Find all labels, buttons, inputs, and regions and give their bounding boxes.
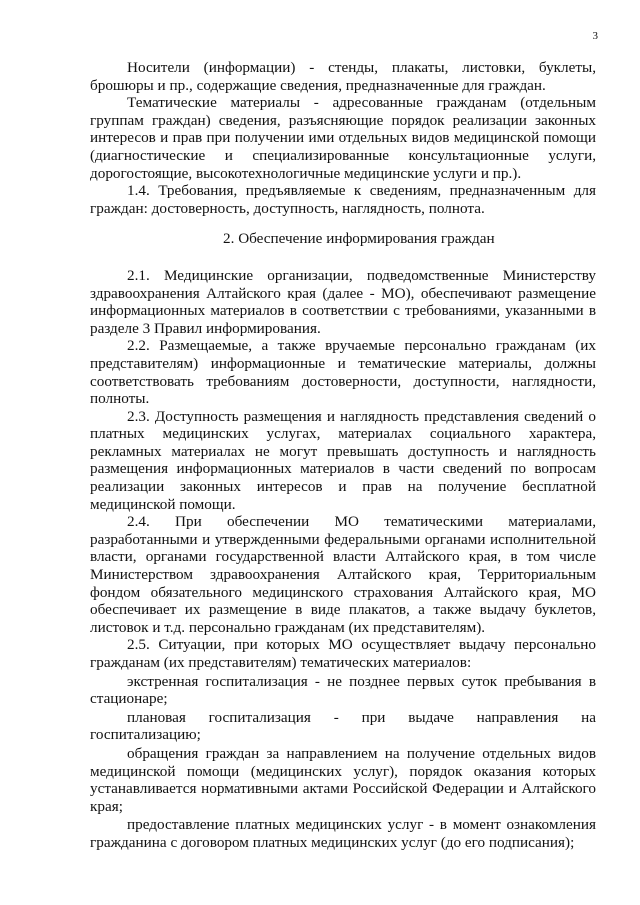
- paragraph-thematic-materials: Тематические материалы - адресованные гражданам (отдельным группам граждан) сведения, разъясняющие порядок реализации законных интересов и прав при получении ими отдельных видов медицинской помощи (диагностические и специализированные консультационные услуги, дорогостоящие, высокотехнологичные медицинские услуги и пр.).: [90, 94, 596, 182]
- list-item-paid-services: предоставление платных медицинских услуг - в момент ознакомления гражданина с договором платных медицинских услуг (до его подписания);: [90, 816, 596, 851]
- list-item-referral-requests: обращения граждан за направлением на получение отдельных видов медицинской помощи (медицинских услуг), порядок оказания которых устанавливается нормативными актами Российской Федерации и Алтайского края;: [90, 744, 596, 815]
- list-item-emergency-hospitalization: экстренная госпитализация - не позднее первых суток пребывания в стационаре;: [90, 672, 596, 708]
- paragraph-requirements-1-4: 1.4. Требования, предъявляемые к сведениям, предназначенным для граждан: достоверность, доступность, наглядность, полнота.: [90, 182, 596, 217]
- paragraph-media-definition: Носители (информации) - стенды, плакаты, листовки, буклеты, брошюры и пр., содержащие сведения, предназначенные для граждан.: [90, 59, 596, 94]
- section-heading: 2. Обеспечение информирования граждан: [223, 230, 495, 248]
- paragraph-2-5: 2.5. Ситуации, при которых МО осуществляет выдачу персонально гражданам (их представителям) тематических материалов:: [90, 636, 596, 671]
- page-number: 3: [592, 30, 598, 42]
- paragraph-2-4: 2.4. При обеспечении МО тематическими материалами, разработанными и утвержденными федеральными органами исполнительной власти, органами государственной власти Алтайского края, в том числе Министерством здравоохранения Алтайского края, Территориальным фондом обязательного медицинского страхования Алтайского края, МО обеспечивает их размещение в виде плакатов, а также выдачу буклетов, листовок и т.д. персонально гражданам (их представителям).: [90, 513, 596, 636]
- document-body: [90, 59, 596, 852]
- list-item-planned-hospitalization: плановая госпитализация - при выдаче направления на госпитализацию;: [90, 708, 596, 744]
- paragraph-2-2: 2.2. Размещаемые, а также вручаемые персонально гражданам (их представителям) информационные и тематические материалы, должны соответствовать требованиям достоверности, доступности, наглядности, полноты.: [90, 337, 596, 408]
- paragraph-2-3: 2.3. Доступность размещения и наглядность представления сведений о платных медицинских услугах, материалах социального характера, рекламных материалах не могут превышать доступность и наглядность размещения информационных материалов в части сведений по вопросам реализации законных интересов и прав на получение бесплатной медицинской помощи.: [90, 407, 596, 513]
- paragraph-2-1: 2.1. Медицинские организации, подведомственные Министерству здравоохранения Алтайского края (далее - МО), обеспечивают размещение информационных материалов в соответствии с требованиями, указанными в разделе 3 Правил информирования.: [90, 266, 596, 337]
